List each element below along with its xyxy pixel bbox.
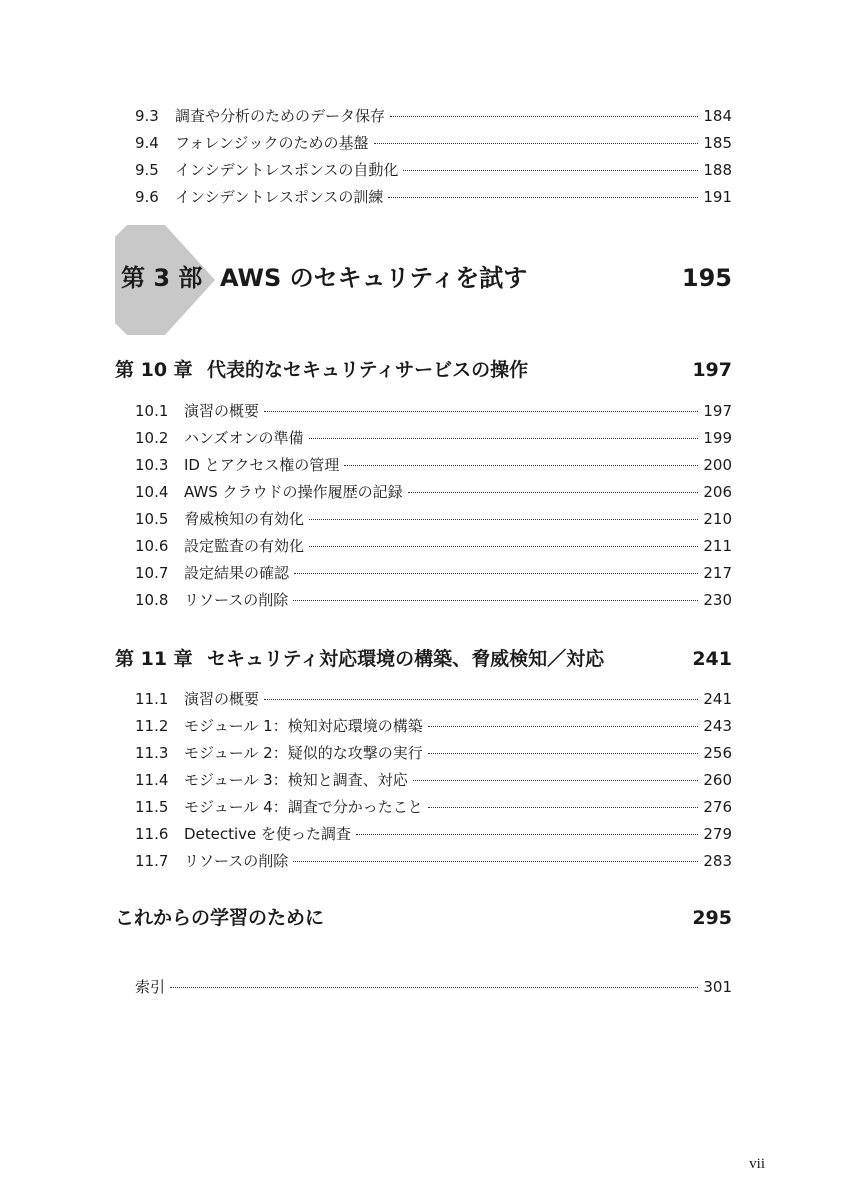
toc-entry-11-4[interactable] [135, 770, 732, 790]
toc-entry-11-1[interactable] [135, 689, 732, 709]
dot-leader [403, 170, 698, 171]
chapter-page-number: 197 [692, 359, 732, 381]
chapter-11-heading[interactable] [115, 646, 732, 672]
page-number: 206 [703, 483, 732, 501]
chapter-page-number: 241 [692, 648, 732, 670]
page-number: 276 [703, 798, 732, 816]
section-number: 9.4 [135, 134, 159, 152]
chapter-10-heading[interactable] [115, 357, 732, 383]
page-number: 230 [703, 591, 732, 609]
toc-entry-10-3[interactable] [135, 455, 732, 475]
page-number: 188 [703, 161, 732, 179]
dot-leader [408, 492, 699, 493]
section-number: 11.2 [135, 717, 169, 735]
section-number: 9.6 [135, 188, 159, 206]
toc-entry-11-3[interactable] [135, 743, 732, 763]
section-title: リソースの削除 [184, 852, 289, 870]
dot-leader [294, 573, 698, 574]
dot-leader [374, 143, 699, 144]
page-number: 243 [703, 717, 732, 735]
section-title: Detective を使った調査 [184, 825, 352, 843]
section-number: 11.3 [135, 744, 169, 762]
section-number: 10.1 [135, 402, 169, 420]
chapter-label: 第 11 章 [115, 648, 193, 670]
section-number: 10.3 [135, 456, 169, 474]
section-number: 11.6 [135, 825, 169, 843]
dot-leader [428, 807, 699, 808]
page-folio: vii [749, 1156, 765, 1172]
dot-leader [309, 546, 698, 547]
section-title: 演習の概要 [184, 402, 260, 420]
toc-entry-11-7[interactable] [135, 851, 732, 871]
section-title: リソースの削除 [184, 591, 289, 609]
toc-entry-9-5[interactable] [135, 160, 732, 180]
toc-entry-index[interactable] [135, 977, 732, 997]
toc-entry-10-4[interactable] [135, 482, 732, 502]
section-number: 11.5 [135, 798, 169, 816]
section-number: 9.5 [135, 161, 159, 179]
section-title: 調査や分析のためのデータ保存 [175, 107, 386, 125]
page-number: 199 [703, 429, 732, 447]
section-title: AWS クラウドの操作履歴の記録 [184, 483, 403, 501]
section-number: 11.4 [135, 771, 169, 789]
toc-entry-9-4[interactable] [135, 133, 732, 153]
closing-title: これからの学習のために [115, 907, 325, 929]
toc-entry-10-7[interactable] [135, 563, 732, 583]
part-banner[interactable] [115, 225, 732, 335]
page-number: 191 [703, 188, 732, 206]
page-number: 197 [703, 402, 732, 420]
dot-leader [170, 987, 698, 988]
page-number: 210 [703, 510, 732, 528]
part-title: AWS のセキュリティを試す [220, 264, 528, 292]
dot-leader [390, 116, 698, 117]
page-number: 279 [703, 825, 732, 843]
section-title: 脅威検知の有効化 [184, 510, 305, 528]
index-title: 索引 [135, 978, 166, 996]
page-number: 301 [703, 978, 732, 996]
part-page-number: 195 [681, 264, 732, 292]
dot-leader [388, 197, 698, 198]
dot-leader [356, 834, 698, 835]
section-title: 演習の概要 [184, 690, 260, 708]
section-title: モジュール 2：疑似的な攻撃の実行 [184, 744, 423, 762]
dot-leader [309, 519, 698, 520]
toc-entry-9-3[interactable] [135, 106, 732, 126]
section-number: 9.3 [135, 107, 159, 125]
page-number: 256 [703, 744, 732, 762]
dot-leader [293, 861, 698, 862]
section-title: 設定結果の確認 [184, 564, 290, 582]
toc-entry-11-5[interactable] [135, 797, 732, 817]
toc-entry-10-6[interactable] [135, 536, 732, 556]
section-title: インシデントレスポンスの訓練 [175, 188, 384, 206]
section-title: インシデントレスポンスの自動化 [175, 161, 399, 179]
dot-leader [428, 726, 699, 727]
chapter-title: セキュリティ対応環境の構築、脅威検知／対応 [207, 648, 605, 670]
section-number: 10.4 [135, 483, 169, 501]
section-number: 10.6 [135, 537, 169, 555]
page-number: 185 [703, 134, 732, 152]
page-number: 211 [703, 537, 732, 555]
part-label: 第 3 部 [121, 264, 203, 292]
toc-entry-10-8[interactable] [135, 590, 732, 610]
section-title: モジュール 3：検知と調査、対応 [184, 771, 408, 789]
toc-entry-10-5[interactable] [135, 509, 732, 529]
section-title: ハンズオンの準備 [184, 429, 304, 447]
section-number: 10.5 [135, 510, 169, 528]
section-title: 設定監査の有効化 [184, 537, 305, 555]
toc-entry-11-2[interactable] [135, 716, 732, 736]
dot-leader [413, 780, 699, 781]
page-number: 184 [703, 107, 732, 125]
section-title: フォレンジックのための基盤 [175, 134, 369, 152]
chapter-title: 代表的なセキュリティサービスの操作 [207, 359, 529, 381]
chapter-label: 第 10 章 [115, 359, 193, 381]
dot-leader [264, 411, 698, 412]
section-title: モジュール 1：検知対応環境の構築 [184, 717, 423, 735]
section-title: モジュール 4：調査で分かったこと [184, 798, 423, 816]
toc-entry-10-1[interactable] [135, 401, 732, 421]
section-number: 10.7 [135, 564, 169, 582]
page-number: 217 [703, 564, 732, 582]
section-number: 10.2 [135, 429, 169, 447]
dot-leader [428, 753, 699, 754]
section-number: 11.7 [135, 852, 169, 870]
page-number: 260 [703, 771, 732, 789]
page-number: 283 [703, 852, 732, 870]
toc-entry-10-2[interactable] [135, 428, 732, 448]
section-title: ID とアクセス権の管理 [184, 456, 340, 474]
dot-leader [309, 438, 699, 439]
page-number: 241 [703, 690, 732, 708]
page-number: 200 [703, 456, 732, 474]
dot-leader [264, 699, 698, 700]
dot-leader [344, 465, 698, 466]
toc-entry-9-6[interactable] [135, 187, 732, 207]
closing-heading[interactable] [115, 905, 732, 931]
toc-entry-11-6[interactable] [135, 824, 732, 844]
section-number: 10.8 [135, 591, 169, 609]
section-number: 11.1 [135, 690, 169, 708]
dot-leader [293, 600, 698, 601]
closing-page-number: 295 [692, 907, 732, 929]
